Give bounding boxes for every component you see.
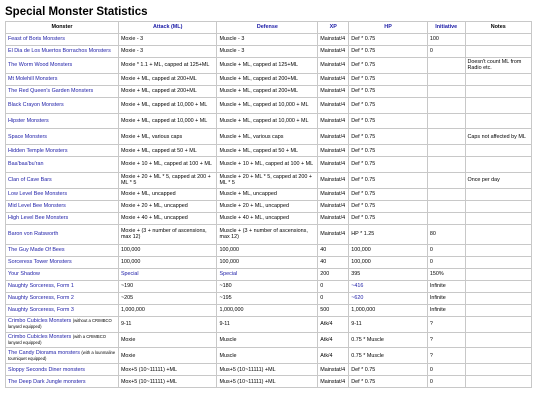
hp-cell: 9-11 [349,316,428,332]
table-row [6,97,532,113]
monster-link[interactable]: High Level Bee Monsters [8,215,69,222]
initiative-cell: 100 [427,34,465,46]
table-row [6,157,532,173]
attack-cell: Moxie - 3 [118,46,217,58]
monster-stats-table [5,21,532,388]
xp-cell: Mainstat/4 [318,73,349,85]
initiative-cell [427,129,465,145]
table-row [6,113,532,129]
header-notes: Notes [465,22,532,34]
notes-cell [465,224,532,244]
table-row [6,172,532,188]
defense-cell: Muscle [217,348,318,364]
monster-cell [6,280,119,292]
monster-cell [6,316,119,332]
notes-cell [465,113,532,129]
table-row [6,58,532,74]
monster-cell [6,212,119,224]
defense-cell: Muscle + 10 + ML, capped at 100 + ML [217,157,318,173]
header-attack[interactable]: Attack (ML) [118,22,217,34]
monster-cell [6,256,119,268]
xp-cell: 0 [318,292,349,304]
hp-cell: 1,000,000 [349,304,428,316]
table-row [6,348,532,364]
hp-cell: Def * 0.75 [349,212,428,224]
notes-cell [465,332,532,348]
attack-cell: Moxie + 20 + ML * 5, capped at 200 + ML * 5 [118,172,217,188]
initiative-cell: 80 [427,224,465,244]
xp-cell: 0 [318,280,349,292]
monster-cell [6,364,119,376]
initiative-cell [427,145,465,157]
defense-cell: Muscle + 20 + ML * 5, capped at 200 + ML * 5 [217,172,318,188]
hp-cell: Def * 0.75 [349,376,428,388]
monster-cell [6,34,119,46]
attack-cell: 9-11 [118,316,217,332]
defense-cell: Muscle + (3 + number of ascensions, max 12) [217,224,318,244]
initiative-cell [427,200,465,212]
notes-cell [465,157,532,173]
xp-cell: Mainstat/4 [318,85,349,97]
monster-cell [6,58,119,74]
initiative-cell [427,97,465,113]
defense-cell: Muscle + ML, capped at 10,000 + ML [217,113,318,129]
notes-cell: Caps not affected by ML [465,129,532,145]
monster-link[interactable]: Black Crayon Monsters [8,102,64,109]
hp-cell: HP * 1.25 [349,224,428,244]
table-row [6,34,532,46]
xp-cell: Atk/4 [318,332,349,348]
xp-cell: Mainstat/4 [318,172,349,188]
xp-cell: 500 [318,304,349,316]
attack-cell-link[interactable]: Special [120,271,139,278]
notes-cell [465,364,532,376]
xp-cell: Mainstat/4 [318,364,349,376]
monster-cell [6,268,119,280]
defense-cell: Muscle + ML, capped at 200+ML [217,73,318,85]
header-xp[interactable]: XP [318,22,349,34]
table-row [6,188,532,200]
table-row [6,304,532,316]
xp-cell: Mainstat/4 [318,46,349,58]
monster-link[interactable]: Baa'baa'bu'ran [8,161,44,168]
notes-cell [465,268,532,280]
defense-cell: Mus+5 (10~11111) +ML [217,376,318,388]
table-row [6,292,532,304]
initiative-cell: ? [427,332,465,348]
hp-cell: Def * 0.75 [349,97,428,113]
table-row [6,85,532,97]
table-row [6,280,532,292]
monster-link[interactable]: Mt Molehill Monsters [8,76,58,83]
xp-cell: 40 [318,256,349,268]
xp-cell: Mainstat/4 [318,145,349,157]
defense-cell: Muscle + ML, capped at 125+ML [217,58,318,74]
notes-cell [465,200,532,212]
hp-cell: Def * 0.75 [349,58,428,74]
xp-cell: Mainstat/4 [318,376,349,388]
xp-cell: Mainstat/4 [318,157,349,173]
table-row [6,364,532,376]
xp-cell: Mainstat/4 [318,129,349,145]
attack-cell: Moxie + ML, capped at 10,000 + ML [118,113,217,129]
notes-cell [465,316,532,332]
attack-cell: Moxie + (3 + number of ascensions, max 12) [118,224,217,244]
initiative-cell: Infinite [427,280,465,292]
monster-link[interactable]: Space Monsters [8,133,47,140]
initiative-cell [427,113,465,129]
xp-cell: Mainstat/4 [318,113,349,129]
monster-cell [6,113,119,129]
attack-cell: Moxie [118,348,217,364]
hp-cell: 100,000 [349,256,428,268]
monster-note: (with a CRIMBCO lanyard equipped) [8,333,106,345]
monster-note: (with a lounmaline tourniquet equipped) [8,349,116,361]
hp-cell: Def * 0.75 [349,129,428,145]
initiative-cell [427,58,465,74]
notes-cell [465,376,532,388]
attack-cell: 1,000,000 [118,304,217,316]
attack-cell [118,268,217,280]
defense-cell: Muscle - 3 [217,46,318,58]
notes-cell [465,34,532,46]
notes-cell [465,256,532,268]
defense-cell: ~180 [217,280,318,292]
xp-cell: Mainstat/4 [318,212,349,224]
xp-cell: Mainstat/4 [318,188,349,200]
table-row [6,244,532,256]
hp-cell: Def * 0.75 [349,172,428,188]
monster-cell [6,348,119,364]
monster-note: (without a CRIMBCO lanyard equipped) [8,317,112,330]
defense-cell: ~195 [217,292,318,304]
header-defense[interactable]: Defense [217,22,318,34]
monster-cell [6,172,119,188]
monster-link[interactable]: Baron von Ratsworth [8,231,59,238]
monster-cell [6,332,119,348]
monster-cell [6,85,119,97]
notes-cell [465,280,532,292]
monster-link[interactable]: Low Level Bee Monsters [8,191,68,198]
table-row [6,376,532,388]
table-row [6,212,532,224]
monster-cell [6,145,119,157]
notes-cell [465,188,532,200]
attack-cell: ~205 [118,292,217,304]
monster-cell [6,188,119,200]
initiative-cell: 0 [427,256,465,268]
table-row [6,46,532,58]
monster-link[interactable]: El Dia de Los Muertos Borrachos Monsters [8,48,111,55]
defense-cell: Muscle + ML, capped at 200+ML [217,85,318,97]
attack-cell: Moxie + 40 + ML, uncapped [118,212,217,224]
monster-link[interactable]: The Deep Dark Jungle monsters [8,378,86,385]
monster-link[interactable]: Feast of Boris Monsters [8,36,65,43]
initiative-cell [427,157,465,173]
attack-cell: Moxie + ML, capped at 50 + ML [118,145,217,157]
monster-cell [6,157,119,173]
table-row [6,73,532,85]
monster-link[interactable]: Naughty Sorceress, Form 2 [8,295,74,302]
defense-cell: 9-11 [217,316,318,332]
notes-cell: Once per day [465,172,532,188]
hp-cell-link[interactable]: ~620 [351,295,364,302]
xp-cell: Mainstat/4 [318,97,349,113]
xp-cell: 200 [318,268,349,280]
attack-cell: Moxie + ML, capped at 200+ML [118,73,217,85]
monster-cell [6,224,119,244]
hp-cell: 395 [349,268,428,280]
attack-cell: Moxie * 1.1 + ML, capped at 125+ML [118,58,217,74]
attack-cell: Moxie - 3 [118,34,217,46]
table-row [6,224,532,244]
header-hp[interactable]: HP [349,22,428,34]
initiative-cell [427,172,465,188]
table-row [6,332,532,348]
attack-cell: Moxie + 10 + ML, capped at 100 + ML [118,157,217,173]
monster-link[interactable]: The Candy Diorama monsters [8,349,80,356]
notes-cell [465,244,532,256]
initiative-cell: 150% [427,268,465,280]
notes-cell [465,97,532,113]
header-initiative[interactable]: Initiative [427,22,465,34]
monster-link[interactable]: The Worm Wood Monsters [8,62,73,69]
table-row [6,129,532,145]
initiative-cell: 0 [427,364,465,376]
hp-cell-link[interactable]: ~416 [351,283,364,290]
attack-cell: Moxie + 20 + ML, uncapped [118,200,217,212]
xp-cell: Mainstat/4 [318,200,349,212]
initiative-cell: ? [427,348,465,364]
monster-cell [6,376,119,388]
table-row [6,256,532,268]
monster-link[interactable]: Hidden Temple Monsters [8,147,68,154]
defense-cell: Muscle + ML, various caps [217,129,318,145]
monster-cell [6,129,119,145]
initiative-cell: 0 [427,376,465,388]
notes-cell [465,212,532,224]
hp-cell: 100,000 [349,244,428,256]
hp-cell: 0.75 * Muscle [349,348,428,364]
table-header-row [6,22,532,34]
attack-cell: 100,000 [118,256,217,268]
initiative-cell [427,73,465,85]
defense-cell: Muscle + ML, capped at 50 + ML [217,145,318,157]
monster-cell [6,200,119,212]
notes-cell [465,85,532,97]
notes-cell [465,73,532,85]
hp-cell: Def * 0.75 [349,113,428,129]
initiative-cell [427,212,465,224]
hp-cell [349,292,428,304]
xp-cell: Atk/4 [318,348,349,364]
attack-cell: Mox+5 (10~11111) +ML [118,364,217,376]
table-row [6,145,532,157]
attack-cell: Mox+5 (10~11111) +ML [118,376,217,388]
hp-cell: Def * 0.75 [349,85,428,97]
defense-cell: 100,000 [217,256,318,268]
monster-link[interactable]: Mid Level Bee Monsters [8,203,66,210]
notes-cell [465,145,532,157]
attack-cell: 100,000 [118,244,217,256]
initiative-cell: 0 [427,244,465,256]
notes-cell [465,292,532,304]
attack-cell: Moxie + ML, various caps [118,129,217,145]
monster-cell [6,46,119,58]
monster-link[interactable]: Sorceress Tower Monsters [8,259,72,266]
monster-link[interactable]: Naughty Sorceress, Form 3 [8,307,74,314]
attack-cell: Moxie + ML, capped at 10,000 + ML [118,97,217,113]
monster-cell [6,244,119,256]
page-title: Special Monster Statistics [5,6,148,18]
notes-cell [465,304,532,316]
initiative-cell: Infinite [427,292,465,304]
defense-cell: Muscle + 20 + ML, uncapped [217,200,318,212]
monster-link[interactable]: The Red Queen's Garden Monsters [8,88,94,95]
xp-cell: Mainstat/4 [318,58,349,74]
attack-cell: Moxie [118,332,217,348]
initiative-cell [427,85,465,97]
monster-link[interactable]: Sloppy Seconds Diner monsters [8,366,86,373]
defense-cell: 100,000 [217,244,318,256]
monster-link[interactable]: Your Shadow [8,271,40,278]
table-row [6,200,532,212]
monster-cell [6,292,119,304]
defense-cell: Muscle - 3 [217,34,318,46]
xp-cell: Mainstat/4 [318,34,349,46]
hp-cell: Def * 0.75 [349,73,428,85]
hp-cell: 0.75 * Muscle [349,332,428,348]
attack-cell: Moxie + ML, uncapped [118,188,217,200]
attack-cell: ~190 [118,280,217,292]
attack-cell: Moxie + ML, capped at 200+ML [118,85,217,97]
monster-cell [6,304,119,316]
hp-cell: Def * 0.75 [349,145,428,157]
defense-cell [217,268,318,280]
hp-cell: Def * 0.75 [349,34,428,46]
monster-link[interactable]: Hipster Monsters [8,117,49,124]
defense-cell: Muscle + 40 + ML, uncapped [217,212,318,224]
initiative-cell [427,188,465,200]
defense-cell: Muscle + ML, capped at 10,000 + ML [217,97,318,113]
xp-cell: Mainstat/4 [318,224,349,244]
defense-cell: Mus+5 (10~11111) +ML [217,364,318,376]
xp-cell: Atk/4 [318,316,349,332]
hp-cell: Def * 0.75 [349,157,428,173]
defense-cell: Muscle [217,332,318,348]
defense-cell: 1,000,000 [217,304,318,316]
notes-cell: Doesn't count ML from Radio etc. [465,58,532,74]
monster-cell [6,97,119,113]
initiative-cell: Infinite [427,304,465,316]
monster-link[interactable]: Clan of Cave Bars [8,177,52,184]
table-row [6,268,532,280]
monster-cell [6,73,119,85]
hp-cell: Def * 0.75 [349,364,428,376]
notes-cell [465,348,532,364]
initiative-cell: 0 [427,46,465,58]
monster-link[interactable]: The Guy Made Of Bees [8,247,65,254]
defense-cell: Muscle + ML, uncapped [217,188,318,200]
monster-link[interactable]: Naughty Sorceress, Form 1 [8,283,74,290]
hp-cell: Def * 0.75 [349,188,428,200]
notes-cell [465,46,532,58]
table-row [6,316,532,332]
hp-cell: Def * 0.75 [349,46,428,58]
monster-link[interactable]: Crimbo Cubicles Monsters [8,317,72,324]
header-monster[interactable]: Monster [6,22,119,34]
hp-cell: Def * 0.75 [349,200,428,212]
hp-cell [349,280,428,292]
monster-link[interactable]: Crimbo Cubicles Monsters [8,333,72,340]
xp-cell: 40 [318,244,349,256]
defense-cell-link[interactable]: Special [219,271,238,278]
initiative-cell: ? [427,316,465,332]
